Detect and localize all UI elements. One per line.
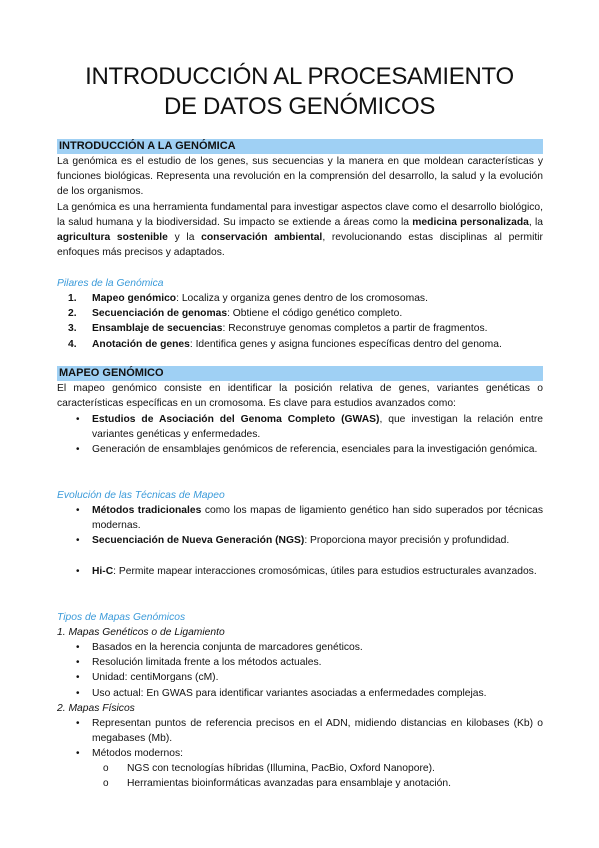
list-item: Mapeo genómico: Localiza y organiza genes dentro de los cromosomas.: [92, 293, 428, 304]
bullet-icon: •: [76, 414, 80, 425]
list-number: 3.: [68, 323, 77, 334]
document-title-line1: INTRODUCCIÓN AL PROCESAMIENTO: [85, 63, 514, 90]
section-heading-mapeo: MAPEO GENÓMICO: [57, 366, 543, 381]
list-item: Basados en la herencia conjunta de marcadores genéticos.: [92, 642, 363, 653]
bullet-icon: •: [76, 657, 80, 668]
sub-list-item: Herramientas bioinformáticas avanzadas para ensamblaje y anotación.: [127, 778, 451, 789]
list-number: 4.: [68, 339, 77, 350]
list-item: Métodos modernos:: [92, 748, 184, 759]
list-item: Unidad: centiMorgans (cM).: [92, 672, 219, 683]
subsection-pilares: Pilares de la Genómica: [57, 278, 164, 289]
list-item: Anotación de genes: Identifica genes y asigna funciones específicas dentro del genoma.: [92, 339, 502, 350]
circle-bullet-icon: o: [103, 778, 109, 789]
document-title-line2: DE DATOS GENÓMICOS: [163, 93, 436, 120]
bullet-icon: •: [76, 748, 80, 759]
list-item: Ensamblaje de secuencias: Reconstruye genomas completos a partir de fragmentos.: [92, 323, 488, 334]
bullet-icon: •: [76, 505, 80, 516]
intro-paragraph-1: La genómica es el estudio de los genes, sus secuencias y la manera en que moldean características y funciones biológicas. Representa una revolución en la comprensión del desarrollo, la salud y la evolución de los organismos.: [57, 156, 543, 197]
section-heading-intro: INTRODUCCIÓN A LA GENÓMICA: [57, 139, 543, 154]
sub-list-item: NGS con tecnologías híbridas (Illumina, PacBio, Oxford Nanopore).: [127, 763, 435, 774]
mapeo-paragraph: El mapeo genómico consiste en identificar la posición relativa de genes, variantes genéticas o características específicas en un cromosoma. Es clave para estudios avanzados como:: [57, 383, 543, 409]
intro-paragraph-2: La genómica es una herramienta fundamental para investigar aspectos clave como el desarrollo biológico, la salud humana y la biodiversidad. Su impacto se extiende a áreas como la medicina personalizada, la agricultura sostenible y la conservación ambiental, revolucionando estas disciplinas al permitir enfoques más precisos y adaptados.: [57, 202, 543, 258]
bullet-icon: •: [76, 672, 80, 683]
sub-heading-physical-maps: 2. Mapas Físicos: [57, 703, 135, 714]
list-number: 1.: [68, 293, 77, 304]
sub-heading-genetic-maps: 1. Mapas Genéticos o de Ligamiento: [57, 627, 225, 638]
bullet-icon: •: [76, 642, 80, 653]
list-item: Secuenciación de genomas: Obtiene el código genético completo.: [92, 308, 403, 319]
list-item: Uso actual: En GWAS para identificar variantes asociadas a enfermedades complejas.: [92, 688, 487, 699]
list-item: Hi-C: Permite mapear interacciones cromosómicas, útiles para estudios estructurales avanzados.: [92, 566, 537, 577]
circle-bullet-icon: o: [103, 763, 109, 774]
subsection-evolucion: Evolución de las Técnicas de Mapeo: [57, 490, 225, 501]
list-item: Métodos tradicionales como los mapas de ligamiento genético han sido superados por técnicas modernas.: [92, 505, 543, 531]
bullet-icon: •: [76, 718, 80, 729]
subsection-tipos: Tipos de Mapas Genómicos: [57, 612, 186, 623]
bullet-icon: •: [76, 535, 80, 546]
list-item: Representan puntos de referencia precisos en el ADN, midiendo distancias en kilobases (Kb) o megabases (Mb).: [92, 718, 543, 744]
list-item: Resolución limitada frente a los métodos actuales.: [92, 657, 322, 668]
bullet-icon: •: [76, 444, 80, 455]
list-number: 2.: [68, 308, 77, 319]
list-item: Secuenciación de Nueva Generación (NGS): Proporciona mayor precisión y profundidad.: [92, 535, 510, 546]
list-item: Estudios de Asociación del Genoma Completo (GWAS), que investigan la relación entre variantes genéticas y enfermedades.: [92, 414, 543, 440]
bullet-icon: •: [76, 688, 80, 699]
bullet-icon: •: [76, 566, 80, 577]
list-item: Generación de ensamblajes genómicos de referencia, esenciales para la investigación genómica.: [92, 444, 538, 455]
